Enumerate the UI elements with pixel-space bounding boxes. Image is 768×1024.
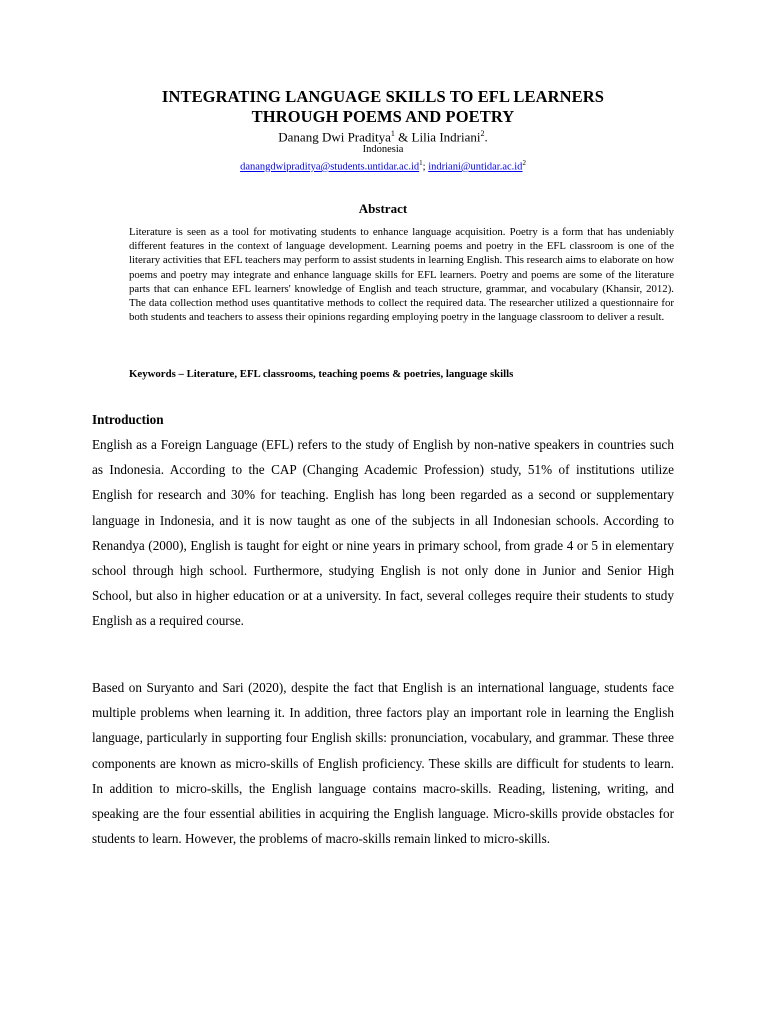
paper-title [92, 87, 674, 126]
author-line [92, 126, 674, 144]
author-2-superscript: 2 [480, 129, 485, 138]
abstract-body: Literature is seen as a tool for motivating students to enhance language acquisition. Poetry is a form that has undeniably different features in the context of language development. Learning poems and poetry in the EFL classroom is one of the literary activities that EFL teachers may perform to assist students in learning English. This research aims to elaborate on how poems and poetry may integrate and enhance language skills for EFL learners. Poetry and poems are some of the literature parts that can enhance EFL learners' knowledge of English and teach structure, grammar, and vocabulary (Khansir, 2012). The data collection method uses quantitative methods to collect the required data. The researcher utilized a questionnaire for both students and teachers to assess their opinions regarding employing poetry in the language classroom to deliver a result. [129, 226, 674, 324]
paper-title-line-2: THROUGH POEMS AND POETRY [251, 106, 515, 126]
paper-title-line-1: INTEGRATING LANGUAGE SKILLS TO EFL LEARNERS [161, 87, 605, 106]
author-1-superscript: 1 [390, 129, 395, 138]
author-2-name: Lilia Indriani [411, 129, 481, 145]
affiliation: Indonesia [362, 144, 404, 155]
introduction-paragraph-2: Based on Suryanto and Sari (2020), despite the fact that English is an international language, students face multiple problems when learning it. In addition, three factors play an important role in learning the English language, particularly in supporting four English skills: pronunciation, vocabulary, and grammar. These three components are known as micro-skills of English proficiency. These skills are difficult for students to learn. In addition to micro-skills, the English language contains macro-skills. Reading, listening, writing, and speaking are the four essential abilities in acquiring the English language. Micro-skills provide obstacles for students to learn. However, the problems of macro-skills remain linked to micro-skills. [92, 680, 674, 847]
email-link-2[interactable]: indriani@untidar.ac.id [428, 161, 523, 173]
author-separator: & [394, 129, 412, 145]
email-line [92, 157, 674, 174]
introduction-heading: Introduction [92, 412, 164, 427]
keywords-line: Keywords – Literature, EFL classrooms, teaching poems & poetries, language skills [129, 368, 514, 380]
author-1-name: Danang Dwi Praditya [278, 129, 391, 145]
email-2-superscript: 2 [522, 159, 526, 167]
email-link-1[interactable]: danangdwipraditya@students.untidar.ac.id [240, 161, 420, 173]
email-separator: ; [422, 161, 429, 173]
author-line-end: . [484, 129, 488, 145]
abstract-heading: Abstract [358, 201, 408, 216]
email-1-superscript: 1 [419, 159, 423, 167]
introduction-paragraph-1: English as a Foreign Language (EFL) refers to the study of English by non-native speakers in countries such as Indonesia. According to the CAP (Changing Academic Profession) study, 51% of institutions utilize English for research and 30% for teaching. English has long been regarded as a second or supplementary language in Indonesia, and it is now taught as one of the subjects in all Indonesian schools. According to Renandya (2000), English is taught for eight or nine years in primary school, from grade 4 or 5 in elementary school through high school. Furthermore, studying English is not only done in Junior and Senior High School, but also in higher education or at a university. In fact, several colleges require their students to study English as a required course. [92, 437, 674, 629]
